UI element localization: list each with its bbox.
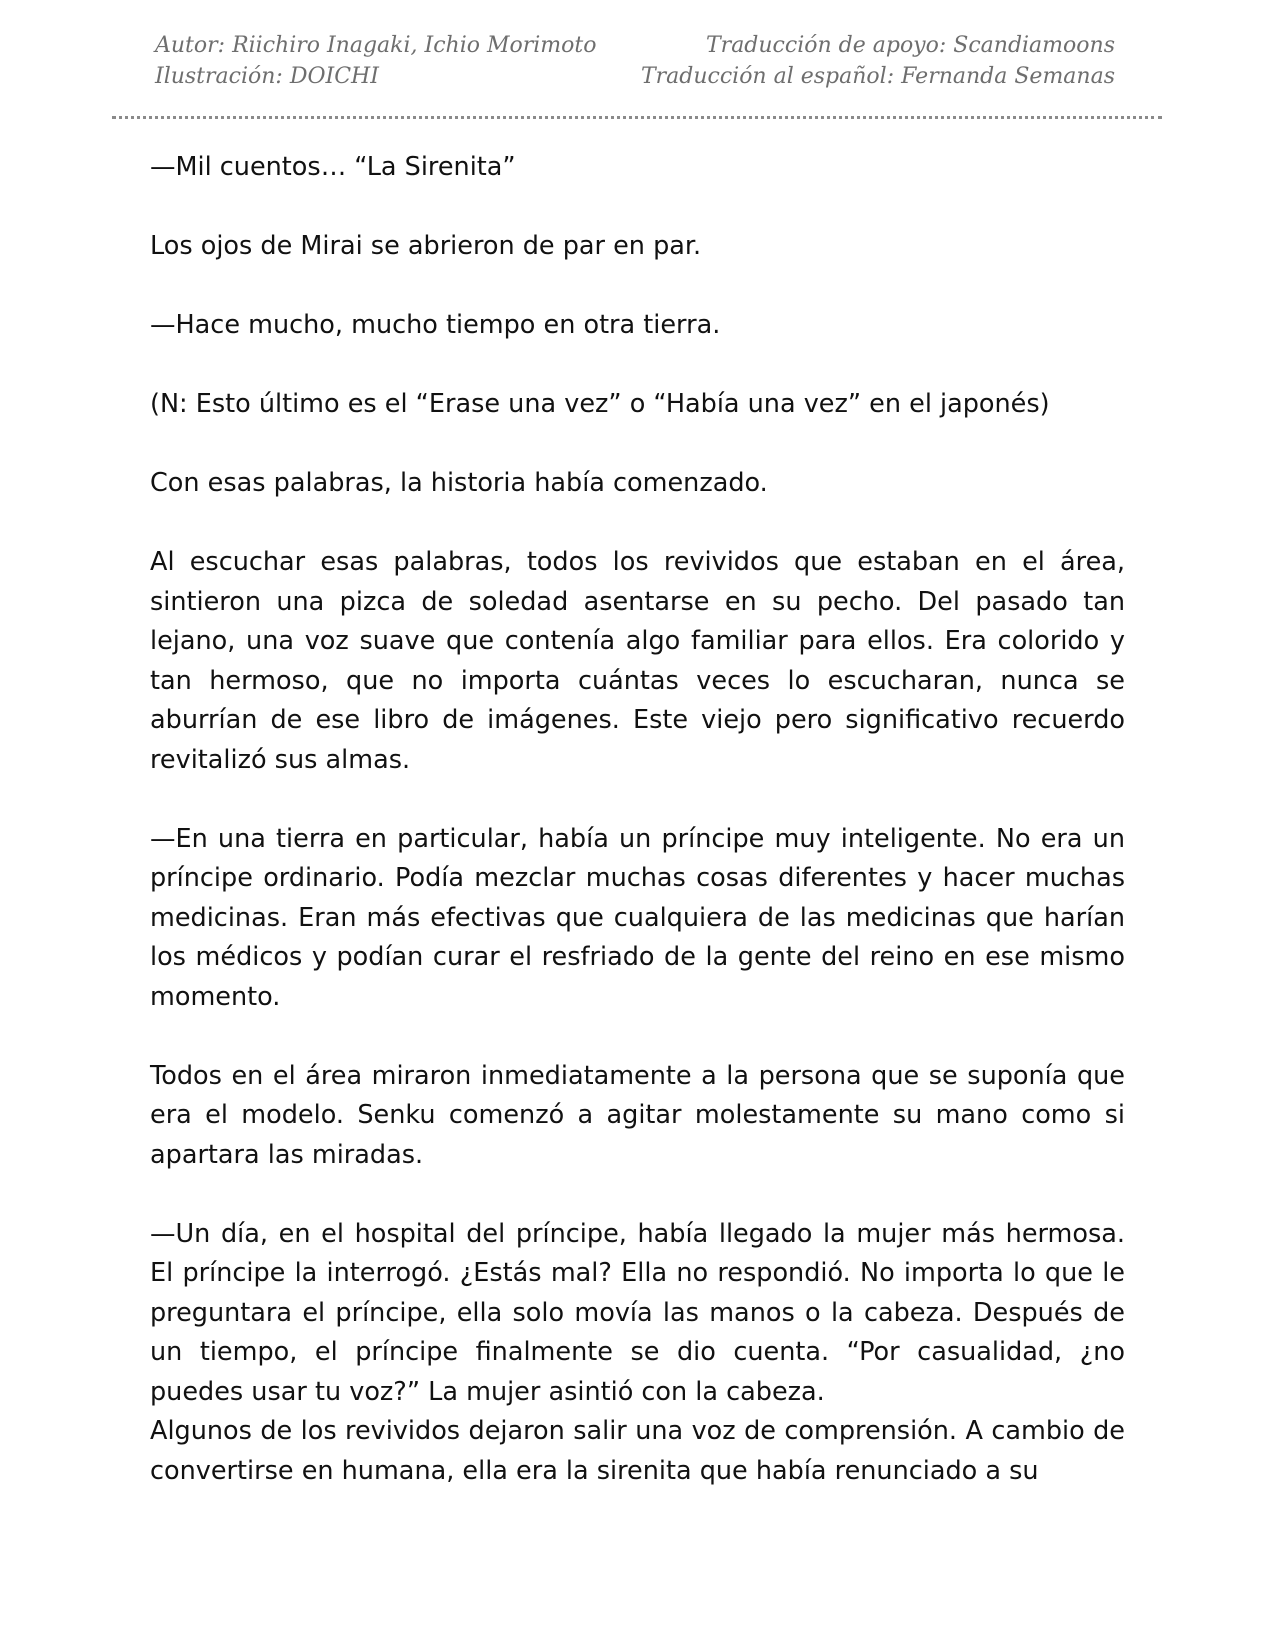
illustration-credit: Ilustración: DOICHI [155,64,379,89]
header-divider [112,116,1162,119]
paragraph: (N: Esto último es el “Erase una vez” o “Había una vez” en el japonés) [150,389,1050,419]
paragraph: Con esas palabras, la historia había comenzado. [150,468,768,498]
paragraph: Al escuchar esas palabras, todos los revividos que estaban en el área, sintieron una pizca de soledad asentarse en su pecho. Del pasado tan lejano, una voz suave que contenía algo familiar para ellos. Era colorido y tan hermoso, que no importa cuántas veces lo escucharan, nunca se aburrían de ese libro de imágenes. Este viejo pero significativo recuerdo revitalizó sus almas. [150,547,1125,775]
header-credits-left [155,30,596,92]
author-credit: Autor: Riichiro Inagaki, Ichio Morimoto [155,33,597,58]
paragraph: —Mil cuentos… “La Sirenita” [150,152,516,182]
paragraph: Algunos de los revividos dejaron salir una voz de comprensión. A cambio de convertirse en humana, ella era la sirenita que había renunciado a su [150,1416,1125,1486]
header-credits-right [641,30,1115,92]
body-text [150,148,1125,1491]
paragraph: Todos en el área miraron inmediatamente a la persona que se suponía que era el modelo. Senku comenzó a agitar molestamente su mano como si apartara las miradas. [150,1060,1125,1170]
paragraph: —En una tierra en particular, había un príncipe muy inteligente. No era un príncipe ordinario. Podía mezclar muchas cosas diferentes y hacer muchas medicinas. Eran más efectivas que cualquiera de las medicinas que harían los médicos y podían curar el resfriado de la gente del reino en ese mismo momento. [150,823,1125,1012]
support-translation-credit: Traducción de apoyo: Scandiamoons [706,33,1115,58]
paragraph: —Un día, en el hospital del príncipe, había llegado la mujer más hermosa. El príncipe la interrogó. ¿Estás mal? Ella no respondió. No importa lo que le preguntara el príncipe, ella solo movía las manos o la cabeza. Después de un tiempo, el príncipe finalmente se dio cuenta. “Por casualidad, ¿no puedes usar tu voz?” La mujer asintió con la cabeza. [150,1218,1125,1407]
paragraph: Los ojos de Mirai se abrieron de par en par. [150,231,702,261]
spanish-translation-credit: Traducción al español: Fernanda Semanas [640,64,1115,89]
paragraph: —Hace mucho, mucho tiempo en otra tierra. [150,310,721,340]
